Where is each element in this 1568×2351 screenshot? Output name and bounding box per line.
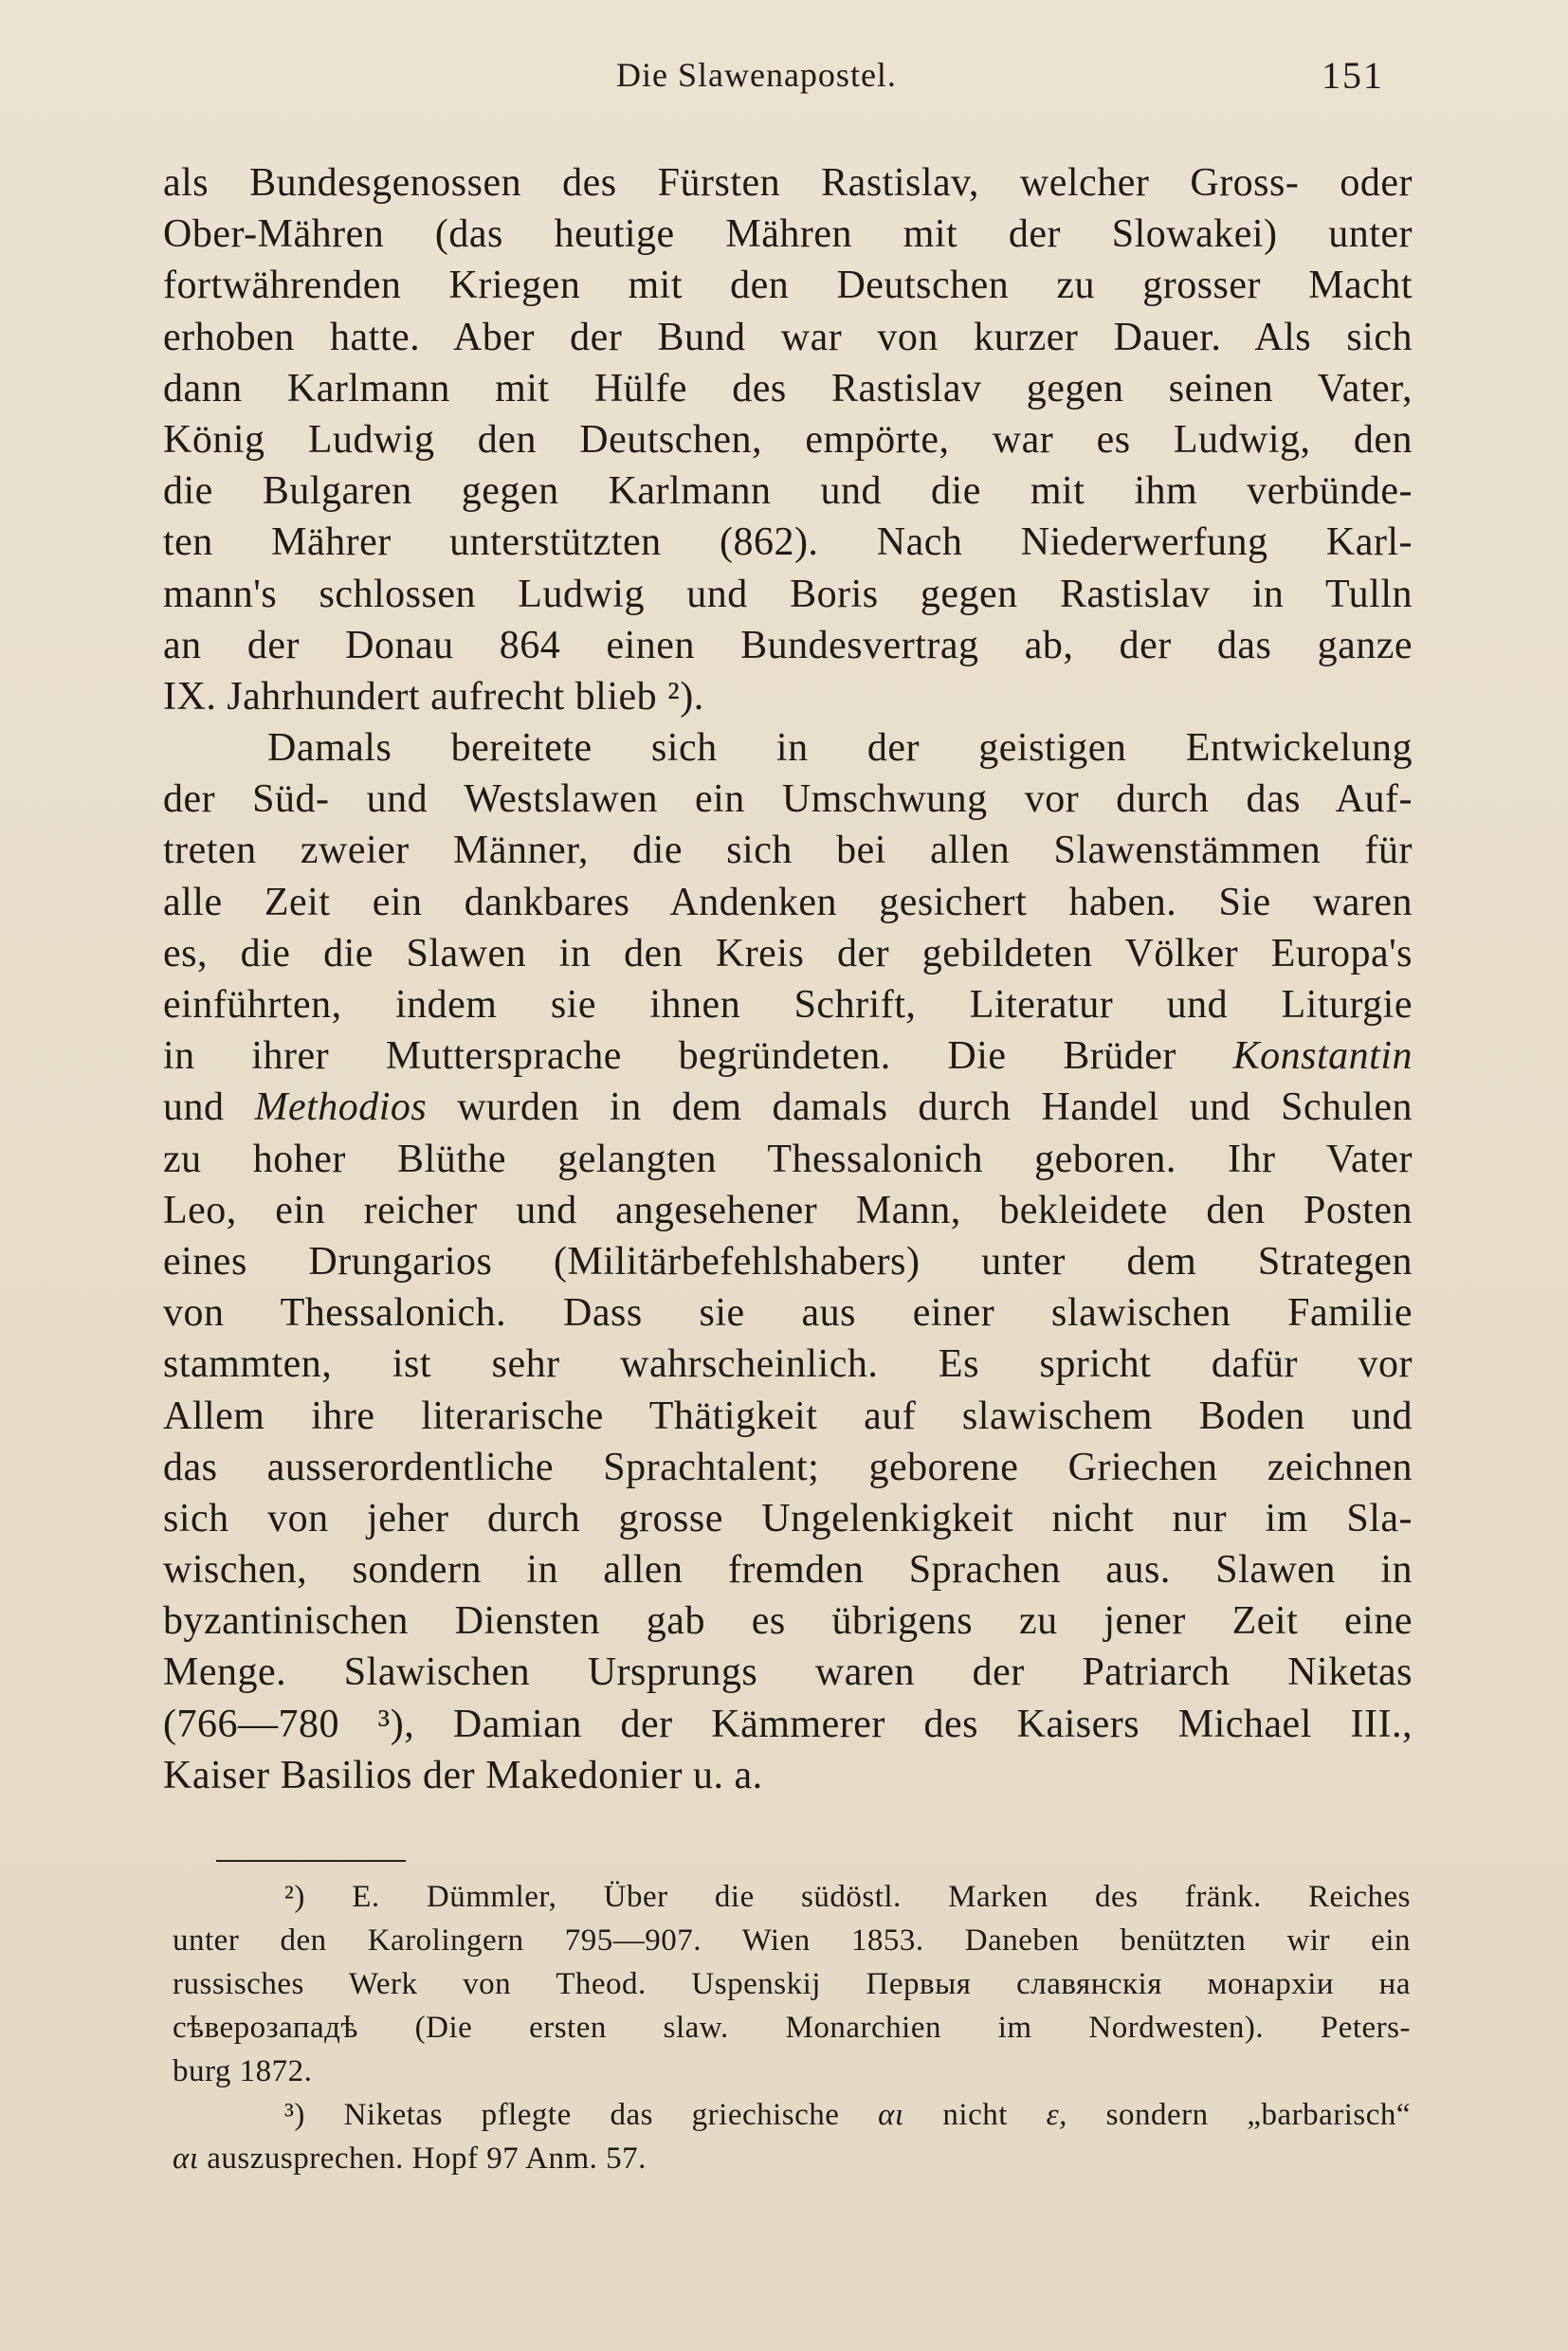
text-line: (766—780 ³), Damian der Kämmerer des Kaisers Michael III., <box>163 1702 1413 1746</box>
text-line: von Thessalonich. Dass sie aus einer slawischen Familie <box>163 1291 1413 1336</box>
footnotes <box>173 1875 1411 2180</box>
text-line: Ober-Mähren (das heutige Mähren mit der Slowakei) unter <box>163 212 1413 257</box>
text-line: ten Mährer unterstützten (862). Nach Niederwerfung Karl- <box>163 520 1413 565</box>
text-line: treten zweier Männer, die sich bei allen Slawenstämmen für <box>163 829 1413 873</box>
text-line: byzantinischen Diensten gab es übrigens zu jener Zeit eine <box>163 1599 1413 1644</box>
footnote-divider <box>216 1860 406 1862</box>
text-line: stammten, ist sehr wahrscheinlich. Es spricht dafür vor <box>163 1342 1413 1387</box>
text-line <box>163 1082 1413 1133</box>
text-line: als Bundesgenossen des Fürsten Rastislav, welcher Gross- oder <box>163 161 1413 205</box>
footnote-line: russisches Werk von Theod. Uspenskij Первыя славянскія монархіи на <box>173 1967 1411 2001</box>
footnote-line: сѣверозападѣ (Die ersten slaw. Monarchien im Nordwesten). Peters- <box>173 2011 1411 2045</box>
text-line: Allem ihre literarische Thätigkeit auf slawischem Boden und <box>163 1394 1413 1438</box>
text-line: mann's schlossen Ludwig und Boris gegen Rastislav in Tulln <box>163 572 1413 616</box>
paragraph-start-line: Damals bereitete sich in der geistigen Entwickelung <box>267 726 1413 771</box>
text-line: erhoben hatte. Aber der Bund war von kurzer Dauer. Als sich <box>163 315 1413 359</box>
text-line: an der Donau 864 einen Bundesvertrag ab, der das ganze <box>163 623 1413 667</box>
footnote-line: ²) E. Dümmler, Über die südöstl. Marken des fränk. Reiches <box>284 1880 1411 1914</box>
text-line: fortwährenden Kriegen mit den Deutschen zu grosser Macht <box>163 264 1413 308</box>
text-line: der Süd- und Westslawen ein Umschwung vor durch das Auf- <box>163 777 1413 822</box>
name-konstantin: Konstantin <box>1232 1034 1413 1079</box>
text-line: Leo, ein reicher und angesehener Mann, bekleidete den Posten <box>163 1188 1413 1232</box>
footnote-line: burg 1872. <box>173 2054 313 2088</box>
greek-ai: αι <box>878 2098 904 2132</box>
text-line: das ausserordentliche Sprachtalent; geborene Griechen zeichnen <box>163 1445 1413 1489</box>
greek-ai: αι <box>173 2141 199 2176</box>
text-line: wischen, sondern in allen fremden Sprachen aus. Slawen in <box>163 1548 1413 1593</box>
page-header <box>161 55 1384 112</box>
text-segment: wurden in dem damals durch Handel und Schulen <box>457 1085 1413 1130</box>
footnote-line <box>173 2093 1411 2137</box>
text-segment: nicht <box>942 2098 1008 2132</box>
text-line: König Ludwig den Deutschen, empörte, war es Ludwig, den <box>163 417 1413 462</box>
text-segment: in ihrer Muttersprache begründeten. Die Brüder <box>163 1034 1176 1079</box>
text-line: Kaiser Basilios der Makedonier u. a. <box>163 1753 763 1797</box>
text-segment: sondern „barbarisch“ <box>1105 2098 1412 2132</box>
text-line: sich von jeher durch grosse Ungelenkigkeit nicht nur im Sla- <box>163 1496 1413 1540</box>
text-segment: ³) Niketas pflegte das griechische <box>284 2098 840 2132</box>
text-line: die Bulgaren gegen Karlmann und die mit ihm verbünde- <box>163 469 1413 514</box>
text-segment: auszusprechen. Hopf 97 Anm. 57. <box>207 2141 647 2176</box>
page-number: 151 <box>1322 54 1384 97</box>
text-line: dann Karlmann mit Hülfe des Rastislav gegen seinen Vater, <box>163 366 1413 410</box>
running-title: Die Slawenapostel. <box>616 56 897 94</box>
greek-e: ε, <box>1046 2098 1067 2132</box>
name-methodios: Methodios <box>254 1085 428 1130</box>
text-line: einführten, indem sie ihnen Schrift, Literatur und Liturgie <box>163 983 1413 1027</box>
text-line: zu hoher Blüthe gelangten Thessalonich geboren. Ihr Vater <box>163 1137 1413 1181</box>
text-line: Menge. Slawischen Ursprungs waren der Patriarch Niketas <box>163 1650 1413 1695</box>
text-segment: und <box>163 1085 225 1130</box>
text-line: IX. Jahrhundert aufrecht blieb ²). <box>163 674 704 719</box>
footnote-line <box>173 2137 1411 2180</box>
text-line <box>163 1030 1413 1082</box>
text-line: es, die die Slawen in den Kreis der gebildeten Völker Europa's <box>163 931 1413 975</box>
text-line: eines Drungarios (Militärbefehlshabers) unter dem Strategen <box>163 1239 1413 1284</box>
body-text <box>163 157 1413 1801</box>
text-line: alle Zeit ein dankbares Andenken gesichert haben. Sie waren <box>163 880 1413 924</box>
footnote-line: unter den Karolingern 795—907. Wien 1853. Daneben benützten wir ein <box>173 1923 1411 1958</box>
